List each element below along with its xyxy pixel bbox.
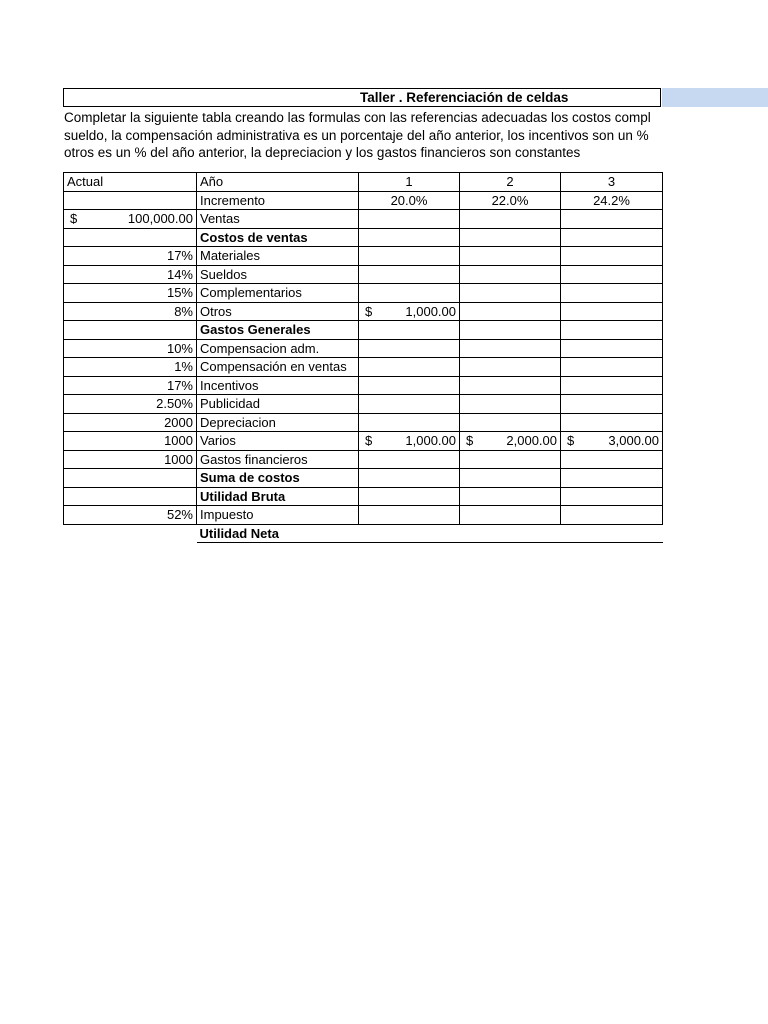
cell[interactable] — [460, 284, 561, 303]
varios-y1-value: 1,000.00 — [405, 433, 456, 449]
row-label-depreciacion[interactable]: Depreciacion — [197, 413, 359, 432]
table-row — [64, 376, 663, 395]
table-row — [64, 358, 663, 377]
row-label-comp-adm[interactable]: Compensacion adm. — [197, 339, 359, 358]
ventas-actual[interactable] — [64, 210, 197, 229]
cell[interactable] — [64, 487, 197, 506]
cost-table — [63, 172, 663, 543]
table-row — [64, 432, 663, 451]
varios-y1[interactable] — [359, 432, 460, 451]
varios-y2-value: 2,000.00 — [506, 433, 557, 449]
table-row — [64, 302, 663, 321]
impuesto-pct[interactable]: 52% — [64, 506, 197, 525]
ventas-value: 100,000.00 — [127, 211, 193, 227]
cell[interactable] — [561, 228, 663, 247]
varios-value[interactable]: 1000 — [64, 432, 197, 451]
cell[interactable] — [359, 284, 460, 303]
cell[interactable] — [359, 487, 460, 506]
cell[interactable] — [561, 524, 663, 543]
otros-pct[interactable]: 8% — [64, 302, 197, 321]
comp-adm-pct[interactable]: 10% — [64, 339, 197, 358]
cell[interactable] — [359, 210, 460, 229]
header-actual[interactable]: Actual — [64, 173, 197, 192]
cell[interactable] — [64, 191, 197, 210]
header-year-1[interactable]: 1 — [359, 173, 460, 192]
varios-y3[interactable] — [561, 432, 663, 451]
cell[interactable] — [64, 469, 197, 488]
cell[interactable] — [561, 413, 663, 432]
depreciacion-value[interactable]: 2000 — [64, 413, 197, 432]
row-label-gastos-financieros[interactable]: Gastos financieros — [197, 450, 359, 469]
sueldos-pct[interactable]: 14% — [64, 265, 197, 284]
table-row — [64, 228, 663, 247]
instructions — [64, 109, 662, 162]
cell[interactable] — [561, 450, 663, 469]
incremento-y1[interactable]: 20.0% — [359, 191, 460, 210]
cell[interactable] — [561, 469, 663, 488]
cell[interactable] — [460, 321, 561, 340]
header-year-2[interactable]: 2 — [460, 173, 561, 192]
cell[interactable] — [359, 339, 460, 358]
cell[interactable] — [460, 265, 561, 284]
section-costos-de-ventas[interactable]: Costos de ventas — [197, 228, 359, 247]
table-row — [64, 469, 663, 488]
incentivos-pct[interactable]: 17% — [64, 376, 197, 395]
cell[interactable] — [561, 395, 663, 414]
incremento-y2[interactable]: 22.0% — [460, 191, 561, 210]
cell[interactable] — [359, 469, 460, 488]
cell[interactable] — [460, 376, 561, 395]
complementarios-pct[interactable]: 15% — [64, 284, 197, 303]
cell[interactable] — [64, 524, 197, 543]
cell[interactable] — [359, 524, 460, 543]
table-row — [64, 284, 663, 303]
cell[interactable] — [460, 395, 561, 414]
varios-y2[interactable] — [460, 432, 561, 451]
cell[interactable] — [359, 413, 460, 432]
cell[interactable] — [359, 376, 460, 395]
table-row — [64, 395, 663, 414]
currency-symbol: $ — [365, 433, 373, 449]
row-label-incremento[interactable]: Incremento — [197, 191, 359, 210]
cell[interactable] — [359, 506, 460, 525]
cell[interactable] — [359, 265, 460, 284]
row-label-comp-ventas[interactable]: Compensación en ventas — [197, 358, 359, 377]
row-label-impuesto[interactable]: Impuesto — [197, 506, 359, 525]
instructions-line-2: sueldo, la compensación administrativa es un porcentaje del año anterior, los incentivos son un % — [64, 127, 649, 143]
cell[interactable] — [359, 321, 460, 340]
currency-symbol: $ — [365, 303, 373, 319]
currency-symbol: $ — [70, 211, 78, 227]
cell[interactable] — [561, 321, 663, 340]
cell[interactable] — [359, 450, 460, 469]
cell[interactable] — [460, 339, 561, 358]
otros-y1[interactable] — [359, 302, 460, 321]
row-label-otros[interactable]: Otros — [197, 302, 359, 321]
cell[interactable] — [359, 247, 460, 266]
publicidad-pct[interactable]: 2.50% — [64, 395, 197, 414]
cell[interactable] — [561, 247, 663, 266]
row-label-utilidad-bruta[interactable]: Utilidad Bruta — [197, 487, 359, 506]
table-row — [64, 321, 663, 340]
table-row — [64, 191, 663, 210]
table-row — [64, 247, 663, 266]
cell[interactable] — [460, 524, 561, 543]
row-label-ventas[interactable]: Ventas — [197, 210, 359, 229]
table-row — [64, 487, 663, 506]
header-year[interactable]: Año — [197, 173, 359, 192]
row-label-sueldos[interactable]: Sueldos — [197, 265, 359, 284]
cell[interactable] — [460, 506, 561, 525]
row-label-utilidad-neta[interactable]: Utilidad Neta — [197, 524, 359, 543]
otros-y1-value: 1,000.00 — [405, 303, 456, 319]
table-row — [64, 210, 663, 229]
table-row — [64, 450, 663, 469]
row-label-incentivos[interactable]: Incentivos — [197, 376, 359, 395]
cell[interactable] — [561, 376, 663, 395]
cell[interactable] — [460, 487, 561, 506]
cell[interactable] — [561, 284, 663, 303]
cell[interactable] — [460, 450, 561, 469]
currency-symbol: $ — [466, 433, 474, 449]
materiales-pct[interactable]: 17% — [64, 247, 197, 266]
sheet-title: Taller . Referenciación de celdas — [360, 90, 569, 105]
comp-ventas-pct[interactable]: 1% — [64, 358, 197, 377]
table-row — [64, 265, 663, 284]
cell[interactable] — [460, 210, 561, 229]
table-row — [64, 413, 663, 432]
instructions-line-1: Completar la siguiente tabla creando las formulas con las referencias adecuadas los costos compl — [64, 110, 651, 125]
cell[interactable] — [561, 506, 663, 525]
cell[interactable] — [64, 321, 197, 340]
row-label-materiales[interactable]: Materiales — [197, 247, 359, 266]
cell[interactable] — [460, 469, 561, 488]
cell[interactable] — [561, 487, 663, 506]
cell[interactable] — [561, 302, 663, 321]
table-row — [64, 173, 663, 192]
row-label-publicidad[interactable]: Publicidad — [197, 395, 359, 414]
cell[interactable] — [460, 413, 561, 432]
cell[interactable] — [460, 247, 561, 266]
row-label-suma-de-costos[interactable]: Suma de costos — [197, 469, 359, 488]
cell[interactable] — [561, 339, 663, 358]
cell[interactable] — [561, 210, 663, 229]
row-label-complementarios[interactable]: Complementarios — [197, 284, 359, 303]
table-row — [64, 524, 663, 543]
section-gastos-generales[interactable]: Gastos Generales — [197, 321, 359, 340]
varios-y3-value: 3,000.00 — [608, 433, 659, 449]
table-row — [64, 506, 663, 525]
cell[interactable] — [359, 358, 460, 377]
cell[interactable] — [561, 265, 663, 284]
cell[interactable] — [460, 358, 561, 377]
cell[interactable] — [359, 395, 460, 414]
sheet-title-bar — [63, 88, 661, 107]
gastos-fin-value[interactable]: 1000 — [64, 450, 197, 469]
instructions-line-3: otros es un % del año anterior, la depreciacion y los gastos financieros son constantes — [64, 145, 581, 160]
cell[interactable] — [359, 228, 460, 247]
incremento-y3[interactable]: 24.2% — [561, 191, 663, 210]
cell[interactable] — [460, 228, 561, 247]
cell[interactable] — [64, 228, 197, 247]
header-year-3[interactable]: 3 — [561, 173, 663, 192]
table-row — [64, 339, 663, 358]
currency-symbol: $ — [567, 433, 575, 449]
cell[interactable] — [561, 358, 663, 377]
row-label-varios[interactable]: Varios — [197, 432, 359, 451]
cell[interactable] — [460, 302, 561, 321]
selected-cell-highlight[interactable] — [662, 88, 768, 107]
